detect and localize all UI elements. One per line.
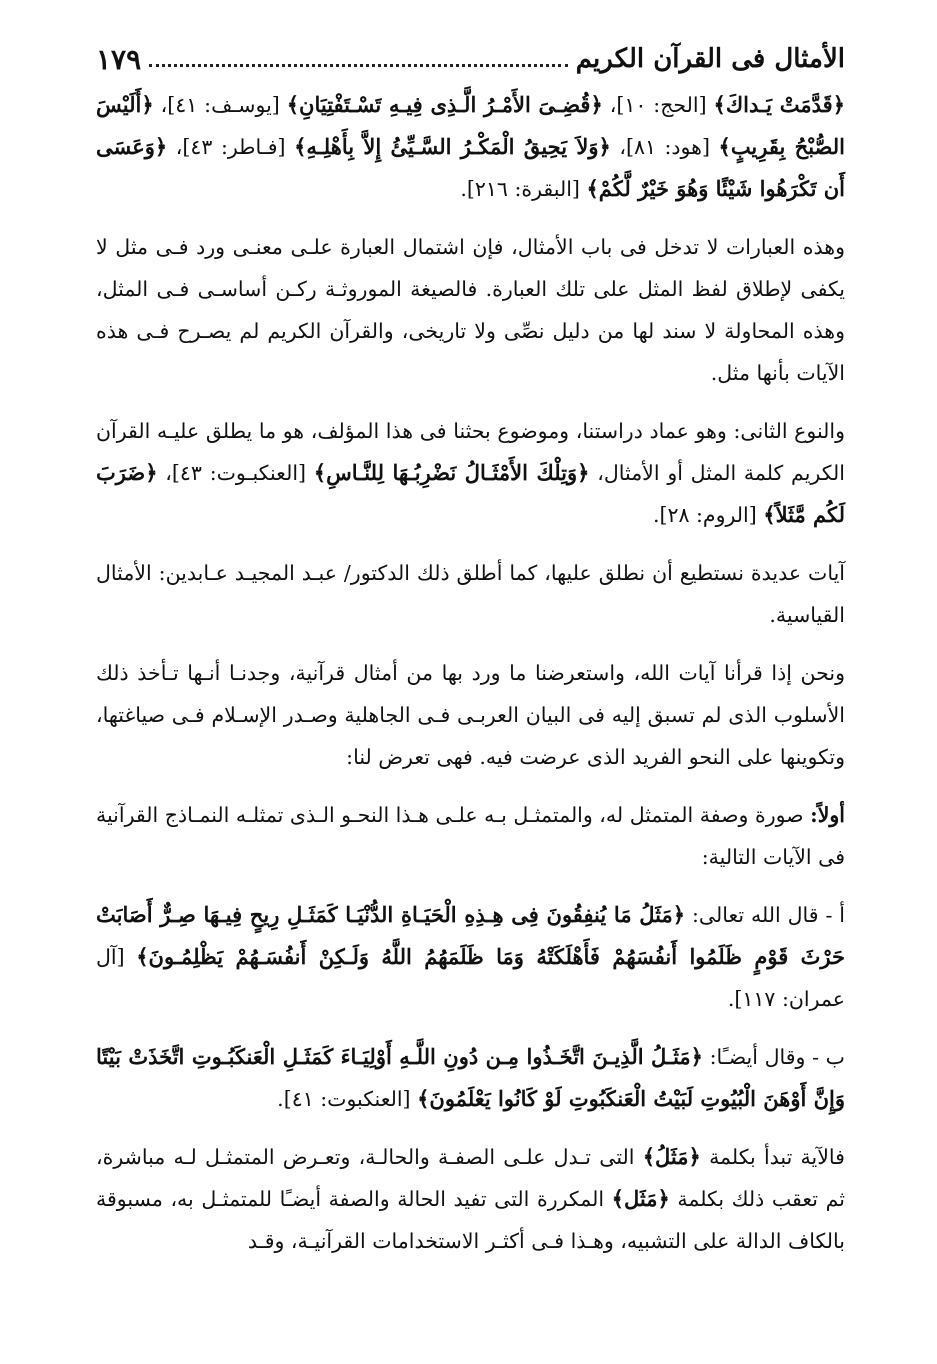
page xyxy=(96,34,845,1262)
page-number: ١٧٩ xyxy=(96,42,142,76)
quran-quote: ﴿مَثَـلُ الَّذِيـنَ اتَّخَـذُوا مِـن دُونِ اللَّـهِ أَوْلِيَـاءَ كَمَثَـلِ الْعَنكَبُـوتِ اتَّخَذَتْ بَيْتًا وَإِنَّ أَوْهَنَ الْبُيُوتِ لَبَيْتُ الْعَنكَبُوتِ لَوْ كَانُوا يَعْلَمُونَ﴾ xyxy=(96,1044,845,1111)
quran-quote: ﴿وَعَسَى أَن تَكْرَهُوا شَيْئًا وَهُوَ خَيْرٌ لَّكُمْ﴾ xyxy=(96,134,845,201)
paragraph-gap xyxy=(96,210,845,226)
verse-reference: [الروم: ٢٨]. xyxy=(652,503,757,527)
verse-reference: [الحج: ١٠]، xyxy=(609,93,707,117)
quran-quote: ﴿قُضِـىَ الأَمْـرُ الَّـذِى فِيـهِ تَسْـتَفْتِيَانِ﴾ xyxy=(286,92,603,117)
paragraph-gap xyxy=(96,1020,845,1036)
running-title: الأمثال فى القرآن الكريم xyxy=(575,44,845,74)
example-b xyxy=(96,1036,845,1120)
running-header xyxy=(96,34,845,84)
body-text: صورة وصفة المتمثل له، والمتمثـل بـه علـى هـذا النحـو الـذى تمثلـه النمـاذج القرآنية فى الآيات التالية: xyxy=(96,803,845,869)
verse-reference: [العنكبوت: ٤١]. xyxy=(277,1087,411,1111)
example-a xyxy=(96,894,845,1020)
verse-reference: [العنكبـوت: ٤٣]، xyxy=(165,461,307,485)
verse-reference: [آل عمران: ١١٧]. xyxy=(96,945,845,1011)
paragraph-gap xyxy=(96,636,845,652)
paragraph-gap xyxy=(96,394,845,410)
quran-quote: ﴿وَتِلْكَ الأَمْثَـالُ نَضْرِبُـهَا لِلنَّـاسِ﴾ xyxy=(313,460,590,485)
body-text: فالآية تبدأ بكلمة xyxy=(709,1145,845,1169)
verse-reference: [يوسـف: ٤١]، xyxy=(160,93,280,117)
quran-quote: ﴿وَلاَ يَحِيقُ الْمَكْـرُ السَّـيِّئُ إِلاَّ بِأَهْلِـهِ﴾ xyxy=(294,134,611,159)
paragraph-quranic-style: ونحن إذا قرأنا آيات الله، واستعرضنا ما ورد بها من أمثال قرآنية، وجدنـا أنـها تـأخذ ذلك الأسلوب الذى لم تسبق إليه فى البيان العربـى فـى الجاهلية وصـدر الإسـلام فـى صياغتها، وتكوينها على النحو الفريد الذى عرضت فيه. فهى تعرض لنا: xyxy=(96,661,845,769)
verse-reference: [فـاطر: ٤٣]، xyxy=(175,135,286,159)
point-lead: أولاً: xyxy=(810,803,845,827)
paragraph-gap xyxy=(96,878,845,894)
paragraph-first-point xyxy=(96,794,845,878)
quran-quote: ﴿مَثَلُ﴾ xyxy=(642,1144,701,1169)
paragraph-gap xyxy=(96,778,845,794)
quran-quote: ﴿مَثَلُ مَا يُنفِقُونَ فِى هِـذِهِ الْحَيَـاةِ الدُّنْيَـا كَمَثَـلِ رِيحٍ فِيـهَا صِـرٌّ أَصَابَتْ حَرْثَ قَوْمٍ ظَلَمُوا أَنفُسَهُمْ فَأَهْلَكَتْهُ وَمَا ظَلَمَهُمُ اللَّهُ وَلَـكِنْ أَنفُسَـهُمْ يَظْلِمُـونَ﴾ xyxy=(96,902,845,969)
example-lead: ب - وقال أيضـًا: xyxy=(709,1045,845,1069)
quran-quote: ﴿ضَرَبَ لَكُم مَّثَلاً﴾ xyxy=(96,460,845,527)
paragraph-analogical-proverbs: آيات عديدة نستطيع أن نطلق عليها، كما أطلق ذلك الدكتور/ عبـد المجيـد عـابدين: الأمثال القياسية. xyxy=(96,561,845,627)
paragraph-gap xyxy=(96,1120,845,1136)
example-lead: أ - قال الله تعالى: xyxy=(692,903,845,927)
quran-quote: ﴿مَثَل﴾ xyxy=(611,1186,670,1211)
paragraph-gap xyxy=(96,536,845,552)
verse-reference: [هود: ٨١]، xyxy=(619,135,710,159)
body-text: والنوع الثانى: وهو عماد دراستنا، وموضوع بحثنا فى هذا المؤلف، هو ما يطلق عليـه القرآن الكريم كلمة المثل أو الأمثال، xyxy=(96,419,845,485)
quran-quote: ﴿قَدَّمَتْ يَـداكَ﴾ xyxy=(713,92,845,117)
body-text: التى تـدل علـى الصفـة والحالـة، وتعـرض المتمثـل لـه مباشرة، ثم تعقب ذلك بكلمة xyxy=(96,1145,845,1211)
body-text: المكررة التى تفيد الحالة والصفة أيضـًا للمتمثـل به، مسبوقة بالكاف الدالة على التشبيه، وهـذا فـى أكثـر الاستخدامات القرآنيـة، وقـد xyxy=(96,1187,845,1253)
quran-quote: ﴿أَلَيْسَ الصُّبْحُ بِقَرِيبٍ﴾ xyxy=(96,92,845,159)
paragraph-expressions: وهذه العبارات لا تدخل فى باب الأمثال، فإن اشتمال العبارة علـى معنـى ورد فـى مثل لا يكفى لإطلاق لفظ المثل على تلك العبارة. فالصيغة الموروثـة ركـن أساسـى فـى المثل، وهذه المحاولة لا سند لها من دليل نصِّى ولا تاريخى، والقرآن الكريم لم يصـرح فـى هذه الآيات بأنها مثل. xyxy=(96,235,845,385)
paragraph-second-type xyxy=(96,410,845,536)
paragraph-analysis xyxy=(96,1136,845,1262)
paragraph-quoted-verses xyxy=(96,84,845,210)
verse-reference: [البقرة: ٢١٦]. xyxy=(460,177,580,201)
header-dot-leader xyxy=(149,64,568,67)
